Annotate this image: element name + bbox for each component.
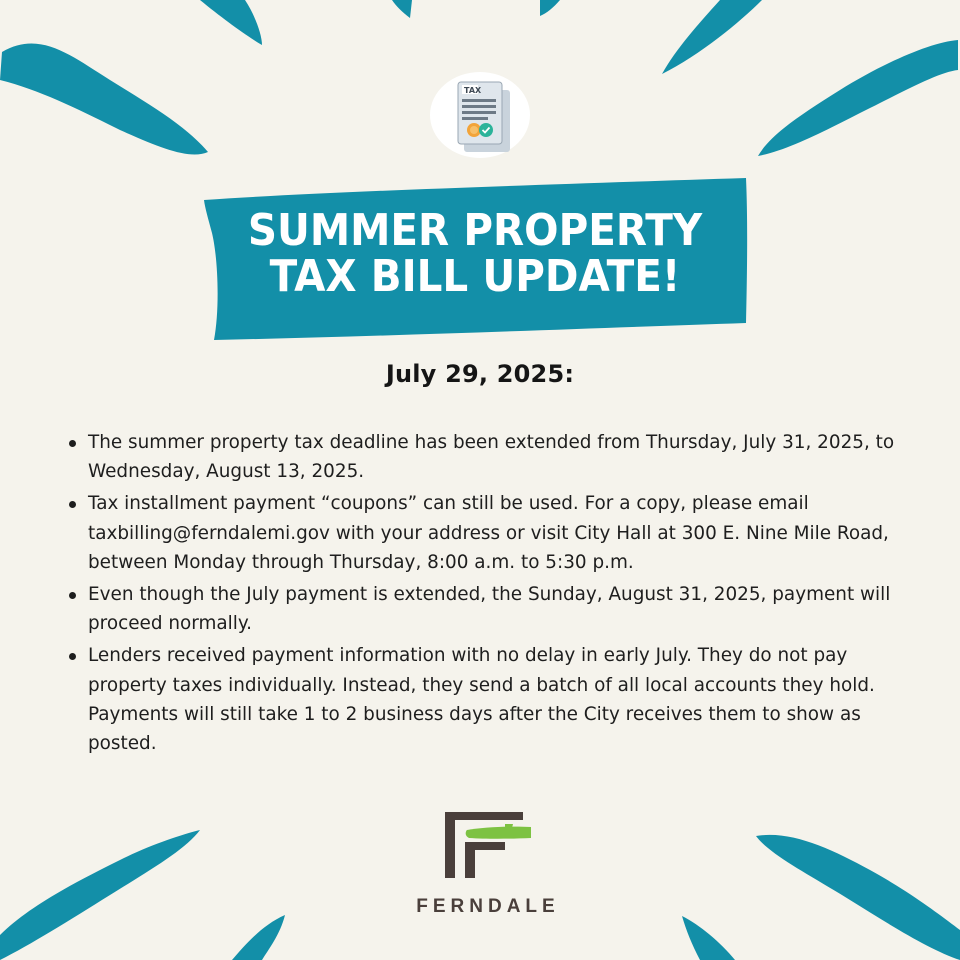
bullet-item-august-payment: Even though the July payment is extended, the Sunday, August 31, 2025, payment will proceed normally. xyxy=(88,580,908,638)
banner-title-line-2: TAX BILL UPDATE! xyxy=(269,251,681,302)
tax-document-icon xyxy=(430,72,530,158)
bullet-item-deadline: The summer property tax deadline has been extended from Thursday, July 31, 2025, to Wednesday, August 13, 2025. xyxy=(88,428,908,486)
banner-title xyxy=(222,205,728,302)
brush-stroke xyxy=(682,916,735,960)
tax-label: TAX xyxy=(464,86,482,95)
tax-document-badge xyxy=(430,72,530,158)
banner-title-line-1: SUMMER PROPERTY xyxy=(247,205,703,256)
brush-stroke xyxy=(232,915,285,960)
bullet-item-lenders: Lenders received payment information with no delay in early July. They do not pay property taxes individually. Instead, they send a batch of all local accounts they hold. Payments will still take 1 to 2 business days after the City receives them to show as posted. xyxy=(88,641,908,758)
brush-stroke xyxy=(200,0,262,45)
date-heading: July 29, 2025: xyxy=(385,360,575,388)
brush-stroke xyxy=(540,0,560,16)
brush-stroke xyxy=(0,44,208,155)
title-banner xyxy=(200,178,750,340)
bullet-item-coupons: Tax installment payment “coupons” can still be used. For a copy, please email taxbilling@ferndalemi.gov with your address or visit City Hall at 300 E. Nine Mile Road, between Monday through Thursday, 8:00 a.m. to 5:30 p.m. xyxy=(88,489,908,577)
update-bullet-list xyxy=(88,428,908,761)
ferndale-logo-text: FERNDALE xyxy=(416,896,560,917)
brush-stroke xyxy=(662,0,762,74)
check-circle-icon xyxy=(479,123,493,137)
brush-stroke xyxy=(392,0,412,18)
ferndale-logo-icon xyxy=(445,812,535,882)
brush-stroke xyxy=(0,830,200,960)
brush-stroke xyxy=(758,40,958,156)
